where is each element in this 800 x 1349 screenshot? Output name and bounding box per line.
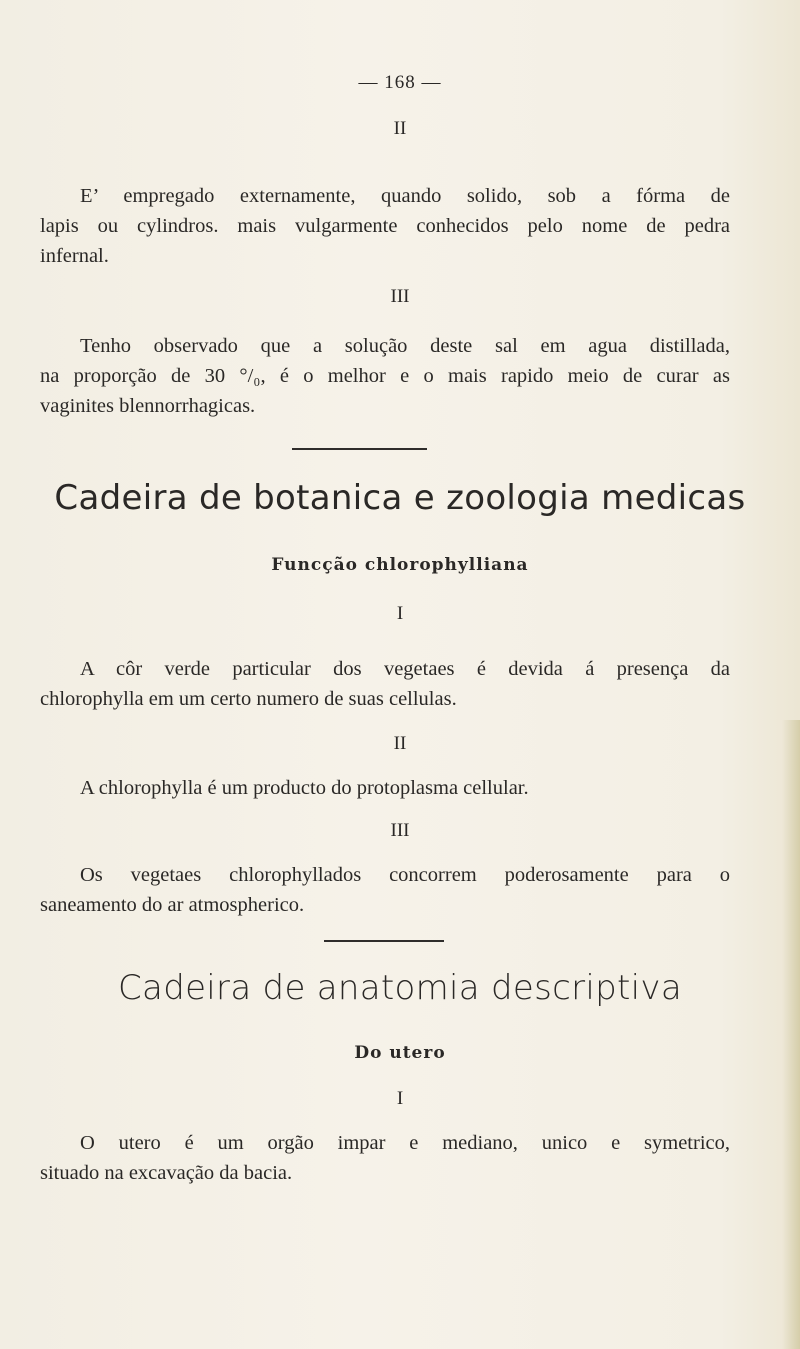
anatomia-subheading: Do utero <box>354 1043 446 1063</box>
paragraph-line: chlorophylla em um certo numero de suas cellulas. <box>40 688 457 710</box>
paragraph-line: A côr verde particular dos vegetaes é devida á presença da <box>80 658 730 680</box>
page-number: — 168 — <box>358 72 442 93</box>
botanica-numeral-iii: III <box>390 820 410 841</box>
botanica-numeral-i: I <box>396 603 404 624</box>
paragraph-line: Os vegetaes chlorophyllados concorrem poderosamente para o <box>80 864 730 886</box>
anatomia-numeral-i: I <box>396 1088 404 1109</box>
paragraph-line: Tenho observado que a solução deste sal em agua distillada, <box>80 335 730 357</box>
section-numeral-iii: III <box>390 286 410 307</box>
paragraph-line: saneamento do ar atmospherico. <box>40 894 305 916</box>
paragraph-line: situado na excavação da bacia. <box>40 1162 293 1184</box>
paragraph-line: vaginites blennorrhagicas. <box>40 395 256 417</box>
section-divider <box>324 940 444 942</box>
botanica-heading: Cadeira de botanica e zoologia medicas <box>54 478 746 518</box>
page-edge-stain <box>782 720 800 1349</box>
botanica-subheading: Funcção chlorophylliana <box>271 555 529 575</box>
paragraph-line: na proporção de 30 °/₀, é o melhor e o mais rapido meio de curar as <box>40 365 730 387</box>
paragraph-line: O utero é um orgão impar e mediano, unico e symetrico, <box>80 1132 730 1154</box>
paragraph-line: E’ empregado externamente, quando solido, sob a fórma de <box>80 185 730 207</box>
paragraph-line: A chlorophylla é um producto do protoplasma cellular. <box>80 777 529 799</box>
paragraph-line: lapis ou cylindros. mais vulgarmente conhecidos pelo nome de pedra <box>40 215 730 237</box>
section-divider <box>292 448 427 450</box>
paragraph-line: infernal. <box>40 245 109 267</box>
anatomia-heading: Cadeira de anatomia descriptiva <box>118 968 682 1008</box>
section-numeral-ii: II <box>393 118 407 139</box>
botanica-numeral-ii: II <box>393 733 407 754</box>
